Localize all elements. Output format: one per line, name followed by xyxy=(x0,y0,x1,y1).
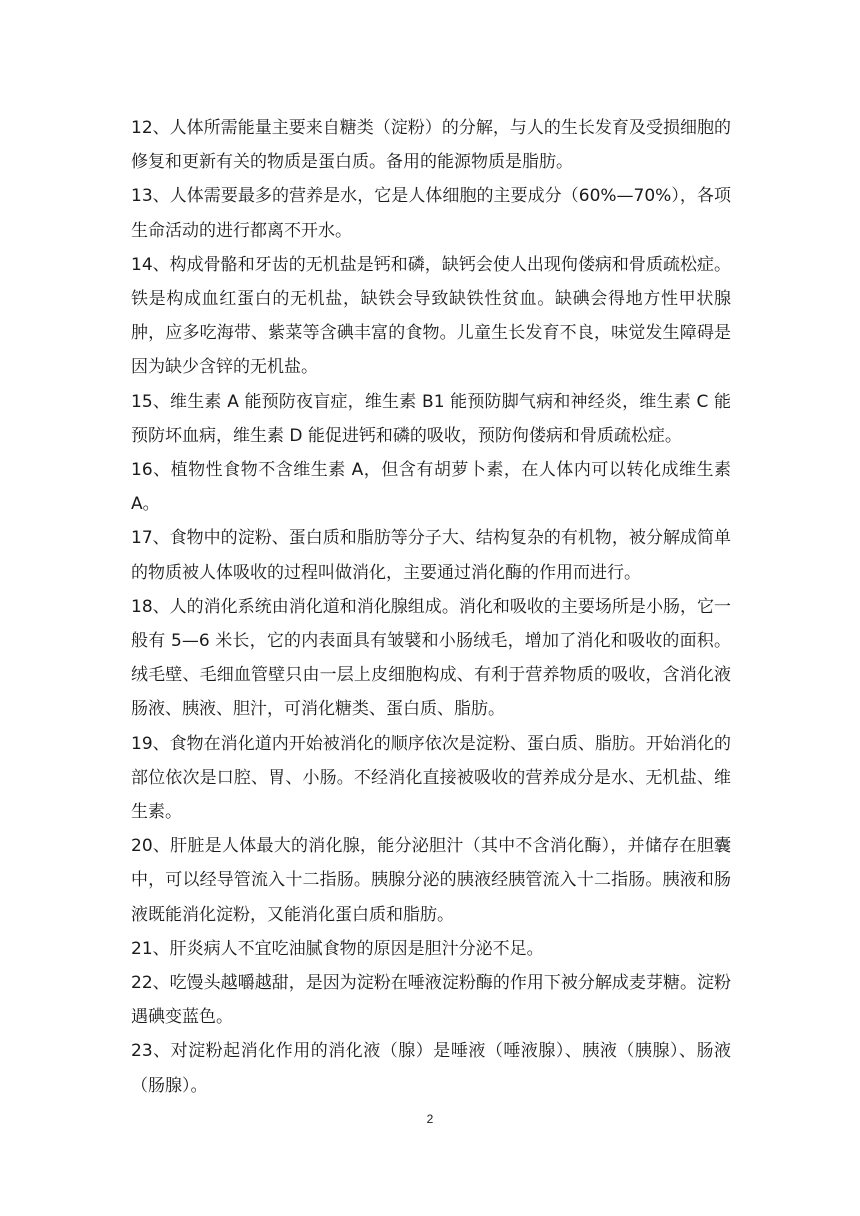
paragraph-19: 19、食物在消化道内开始被消化的顺序依次是淀粉、蛋白质、脂肪。开始消化的部位依次是口腔、胃、小肠。不经消化直接被吸收的营养成分是水、无机盐、维生素。 xyxy=(131,733,731,823)
page-body xyxy=(131,111,731,1103)
paragraph-15: 15、维生素 A 能预防夜盲症，维生素 B1 能预防脚气病和神经炎，维生素 C 能预防坏血病，维生素 D 能促进钙和磷的吸收，预防佝偻病和骨质疏松症。 xyxy=(131,391,731,446)
paragraph-16: 16、植物性食物不含维生素 A，但含有胡萝卜素，在人体内可以转化成维生素 A。 xyxy=(131,460,731,515)
paragraph-21: 21、肝炎病人不宜吃油腻食物的原因是胆汁分泌不足。 xyxy=(131,938,544,959)
paragraph-23: 23、对淀粉起消化作用的消化液（腺）是唾液（唾液腺）、胰液（胰腺）、肠液（肠腺）。 xyxy=(131,1041,731,1096)
paragraph-20: 20、肝脏是人体最大的消化腺，能分泌胆汁（其中不含消化酶），并储存在胆囊中，可以经导管流入十二指肠。胰腺分泌的胰液经胰管流入十二指肠。胰液和肠液既能消化淀粉，又能消化蛋白质和脂肪。 xyxy=(131,836,731,925)
paragraph-18: 18、人的消化系统由消化道和消化腺组成。消化和吸收的主要场所是小肠，它一般有 5—6 米长，它的内表面具有皱襞和小肠绒毛，增加了消化和吸收的面积。绒毛壁、毛细血管壁只由一层上皮细胞构成、有利于营养物质的吸收，含消化液肠液、胰液、胆汁，可消化糖类、蛋白质、脂肪。 xyxy=(131,596,731,720)
page-number: 2 xyxy=(426,1112,434,1126)
paragraph-13: 13、人体需要最多的营养是水，它是人体细胞的主要成分（60%—70%），各项生命活动的进行都离不开水。 xyxy=(131,186,731,241)
paragraph-12: 12、人体所需能量主要来自糖类（淀粉）的分解，与人的生长发育及受损细胞的修复和更新有关的物质是蛋白质。备用的能源物质是脂肪。 xyxy=(131,118,731,173)
paragraph-22: 22、吃馒头越嚼越甜，是因为淀粉在唾液淀粉酶的作用下被分解成麦芽糖。淀粉遇碘变蓝色。 xyxy=(131,973,731,1028)
paragraph-17: 17、食物中的淀粉、蛋白质和脂肪等分子大、结构复杂的有机物，被分解成简单的物质被人体吸收的过程叫做消化，主要通过消化酶的作用而进行。 xyxy=(131,528,731,583)
paragraph-14: 14、构成骨骼和牙齿的无机盐是钙和磷，缺钙会使人出现佝偻病和骨质疏松症。铁是构成血红蛋白的无机盐，缺铁会导致缺铁性贫血。缺碘会得地方性甲状腺肿，应多吃海带、紫菜等含碘丰富的食物。儿童生长发育不良，味觉发生障碍是因为缺少含锌的无机盐。 xyxy=(131,254,731,378)
